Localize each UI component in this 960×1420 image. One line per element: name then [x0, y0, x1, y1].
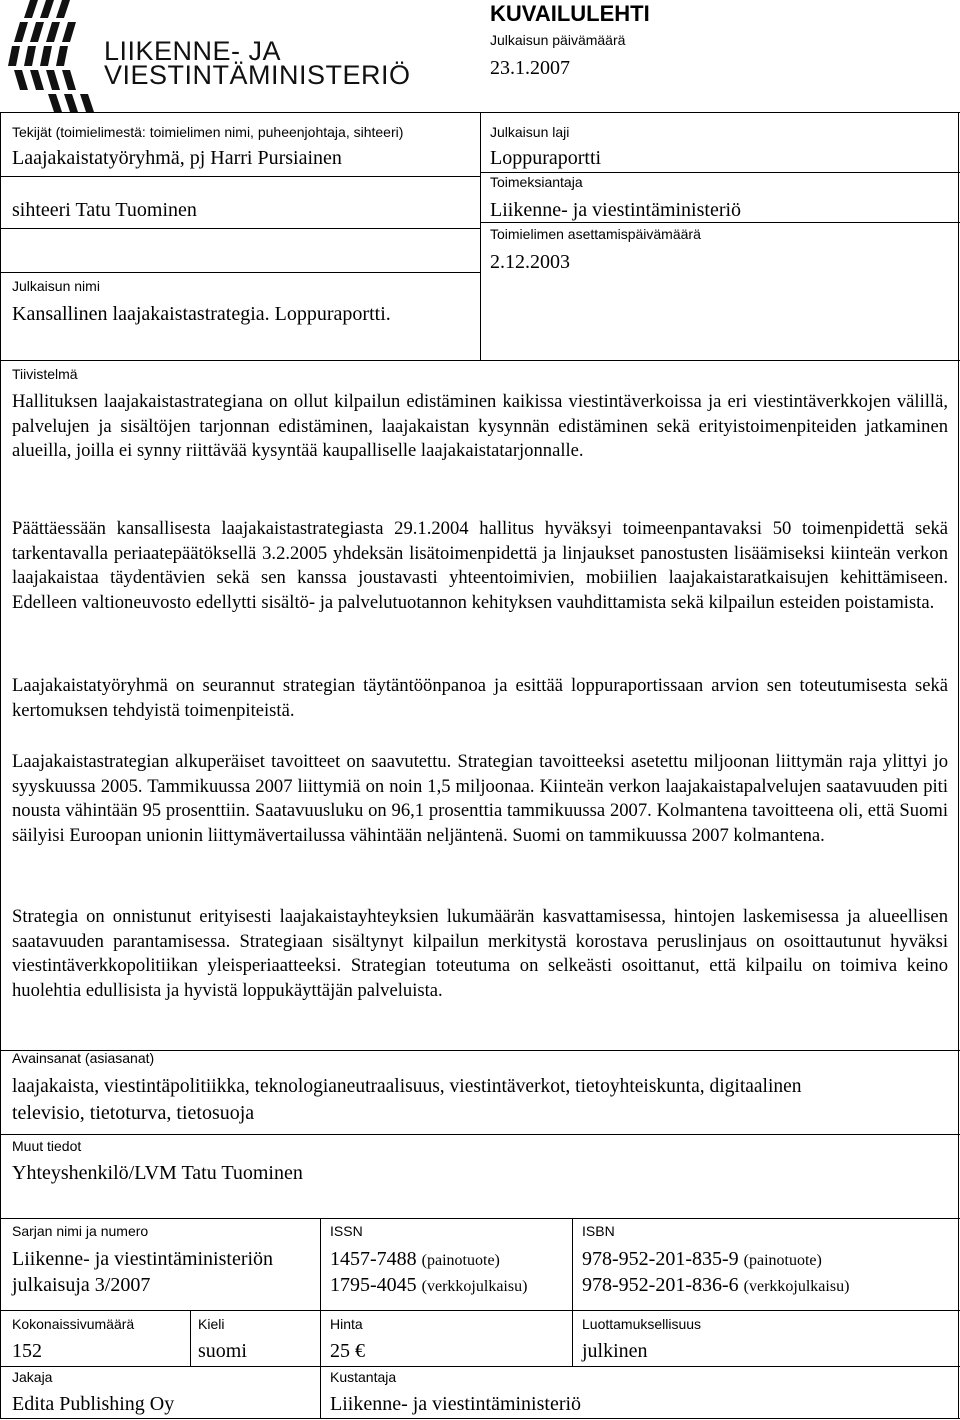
series-line-1: Liikenne- ja viestintäministeriön — [12, 1248, 274, 1270]
publication-date-value: 23.1.2007 — [490, 57, 570, 79]
publisher-value: Liikenne- ja viestintäministeriö — [330, 1393, 582, 1415]
ministry-logo — [8, 0, 468, 114]
divider — [0, 1134, 960, 1135]
authors-label: Tekijät (toimielimestä: toimielimen nimi, puheenjohtaja, sihteeri) — [12, 124, 404, 140]
authors-line-1: Laajakaistatyöryhmä, pj Harri Pursiainen — [12, 147, 342, 169]
divider — [0, 1310, 960, 1311]
divider — [572, 1218, 573, 1366]
divider — [320, 1218, 321, 1418]
ministry-emblem-icon — [8, 0, 98, 114]
isbn-print-note: (painotuote) — [743, 1252, 822, 1269]
authors-line-2: sihteeri Tatu Tuominen — [12, 199, 197, 221]
divider — [190, 1310, 191, 1366]
divider — [480, 172, 960, 173]
confidentiality-label: Luottamuksellisuus — [582, 1316, 702, 1332]
issn-print-number: 1457-7488 — [330, 1248, 417, 1270]
pages-label: Kokonaissivumäärä — [12, 1316, 135, 1332]
abstract-paragraph: Strategia on onnistunut erityisesti laajakaistayhteyksien lukumäärän kasvattamisessa, hintojen laskemisessa ja alueellisen saatavuuden parantamisessa. Strategiaan sisältynyt kilpailun merkitystä korostava peruslinjaus on osoittautunut hyväksi viestintäverkkopolitiikan yleisperiaatteeksi. Strategian toteutuma on selkeästi osoittanut, että kilpailu on toimiva keino huolehtia edullisista ja hyvistä loppukäyttäjän palveluista. — [12, 906, 948, 1001]
isbn-online-note: (verkkojulkaisu) — [743, 1278, 850, 1295]
price-value: 25 € — [330, 1340, 365, 1362]
keywords-line-1: laajakaista, viestintäpolitiikka, teknologianeutraalisuus, viestintäverkot, tietoyhteiskunta, digitaalinen — [12, 1076, 802, 1097]
price-label: Hinta — [330, 1316, 363, 1332]
series-label: Sarjan nimi ja numero — [12, 1223, 149, 1239]
publication-name-value: Kansallinen laajakaistastrategia. Loppuraportti. — [12, 303, 391, 325]
issn-label: ISSN — [330, 1223, 363, 1239]
abstract-paragraph: Päättäessään kansallisesta laajakaistastrategiasta 29.1.2004 hallitus hyväksyi toimeenpantavaksi 50 toimenpidettä sekä tarkentavalla periaatepäätöksellä 3.2.2005 yhdeksän lisätoimenpidettä ja linjaukset panostusten lisäämiseksi kiinteän verkon laajakaistaa täydentävien sekä sen kanssa joustavasti yhteentoimivien, mobiilien laajakaistaratkaisujen kehittämiseen. Edelleen valtioneuvosto edellytti sisältö- ja palvelutuotannon kehityksen vauhdittamista sekä kilpailun esteiden poistamista. — [12, 518, 948, 613]
divider — [480, 112, 481, 360]
issn-online — [330, 1273, 527, 1299]
language-label: Kieli — [198, 1316, 225, 1332]
divider — [0, 1218, 960, 1219]
established-value: 2.12.2003 — [490, 251, 570, 273]
keywords-label: Avainsanat (asiasanat) — [12, 1050, 155, 1066]
logo-line-1: LIIKENNE- JA — [104, 36, 282, 66]
isbn-label: ISBN — [582, 1223, 615, 1239]
issn-online-number: 1795-4045 — [330, 1274, 417, 1296]
language-value: suomi — [198, 1340, 247, 1362]
issn-online-note: (verkkojulkaisu) — [421, 1278, 528, 1295]
pages-value: 152 — [12, 1340, 42, 1362]
series-line-2: julkaisuja 3/2007 — [12, 1274, 151, 1296]
divider — [0, 176, 480, 177]
established-label: Toimielimen asettamispäivämäärä — [490, 226, 701, 242]
keywords-line-2: televisio, tietoturva, tietosuoja — [12, 1102, 255, 1124]
isbn-online — [582, 1273, 849, 1299]
divider — [958, 112, 959, 1419]
other-info-label: Muut tiedot — [12, 1138, 82, 1154]
publisher-label: Kustantaja — [330, 1369, 397, 1385]
distributor-value: Edita Publishing Oy — [12, 1393, 175, 1415]
divider — [480, 222, 960, 223]
publication-name-label: Julkaisun nimi — [12, 278, 100, 294]
publication-date-label: Julkaisun päivämäärä — [490, 32, 626, 48]
divider — [0, 228, 480, 229]
distributor-label: Jakaja — [12, 1369, 53, 1385]
divider — [0, 112, 1, 1419]
issn-print-note: (painotuote) — [421, 1252, 500, 1269]
publication-type-label: Julkaisun laji — [490, 124, 570, 140]
divider — [0, 1418, 960, 1419]
isbn-print — [582, 1247, 822, 1273]
commissioner-label: Toimeksiantaja — [490, 174, 583, 190]
confidentiality-value: julkinen — [582, 1340, 648, 1362]
divider — [0, 360, 960, 361]
divider — [0, 1366, 960, 1367]
isbn-print-number: 978-952-201-835-9 — [582, 1248, 739, 1270]
abstract-paragraph: Laajakaistastrategian alkuperäiset tavoitteet on saavutettu. Strategian tavoitteeksi asetettu miljoonan liittymän raja ylittyi jo syyskuussa 2005. Tammikuussa 2007 liittymiä on noin 1,5 miljoonaa. Kiinteän verkon laajakaistapalvelujen saatavuuden piti nousta vähintään 95 prosenttiin. Saatavuusluku on 96,1 prosenttia tammikuussa 2007. Kolmantena tavoitteena oli, että Suomi säilyisi Euroopan unionin liittymävertailussa vähintään neljäntenä. Suomi on tammikuussa 2007 kolmantena. — [12, 751, 948, 846]
other-info-value: Yhteyshenkilö/LVM Tatu Tuominen — [12, 1162, 303, 1184]
commissioner-value: Liikenne- ja viestintäministeriö — [490, 199, 742, 221]
abstract-paragraph: Hallituksen laajakaistastrategiana on ollut kilpailun edistäminen kaikissa viestintäverkoissa ja eri viestintäverkkojen välillä, palvelujen ja sisältöjen tarjonnan edistäminen, laajakaistan kysynnän edistäminen sekä erityistoimenpiteiden jatkaminen alueilla, joilla ei synny riittävää kysyntää kaupalliselle laajakaistatarjonnalle. — [12, 391, 948, 462]
abstract-paragraph: Laajakaistatyöryhmä on seurannut strategian täytäntöönpanoa ja esittää loppuraportissaan arvion sen toteutumisesta sekä kertomuksen tehdyistä toimenpiteistä. — [12, 675, 948, 721]
isbn-online-number: 978-952-201-836-6 — [582, 1274, 739, 1296]
publication-type-value: Loppuraportti — [490, 147, 602, 169]
issn-print — [330, 1247, 500, 1273]
abstract-label: Tiivistelmä — [12, 366, 78, 382]
divider — [0, 272, 480, 273]
document-type: KUVAILULEHTI — [490, 1, 650, 26]
logo-line-2: VIESTINTÄMINISTERIÖ — [104, 60, 411, 90]
